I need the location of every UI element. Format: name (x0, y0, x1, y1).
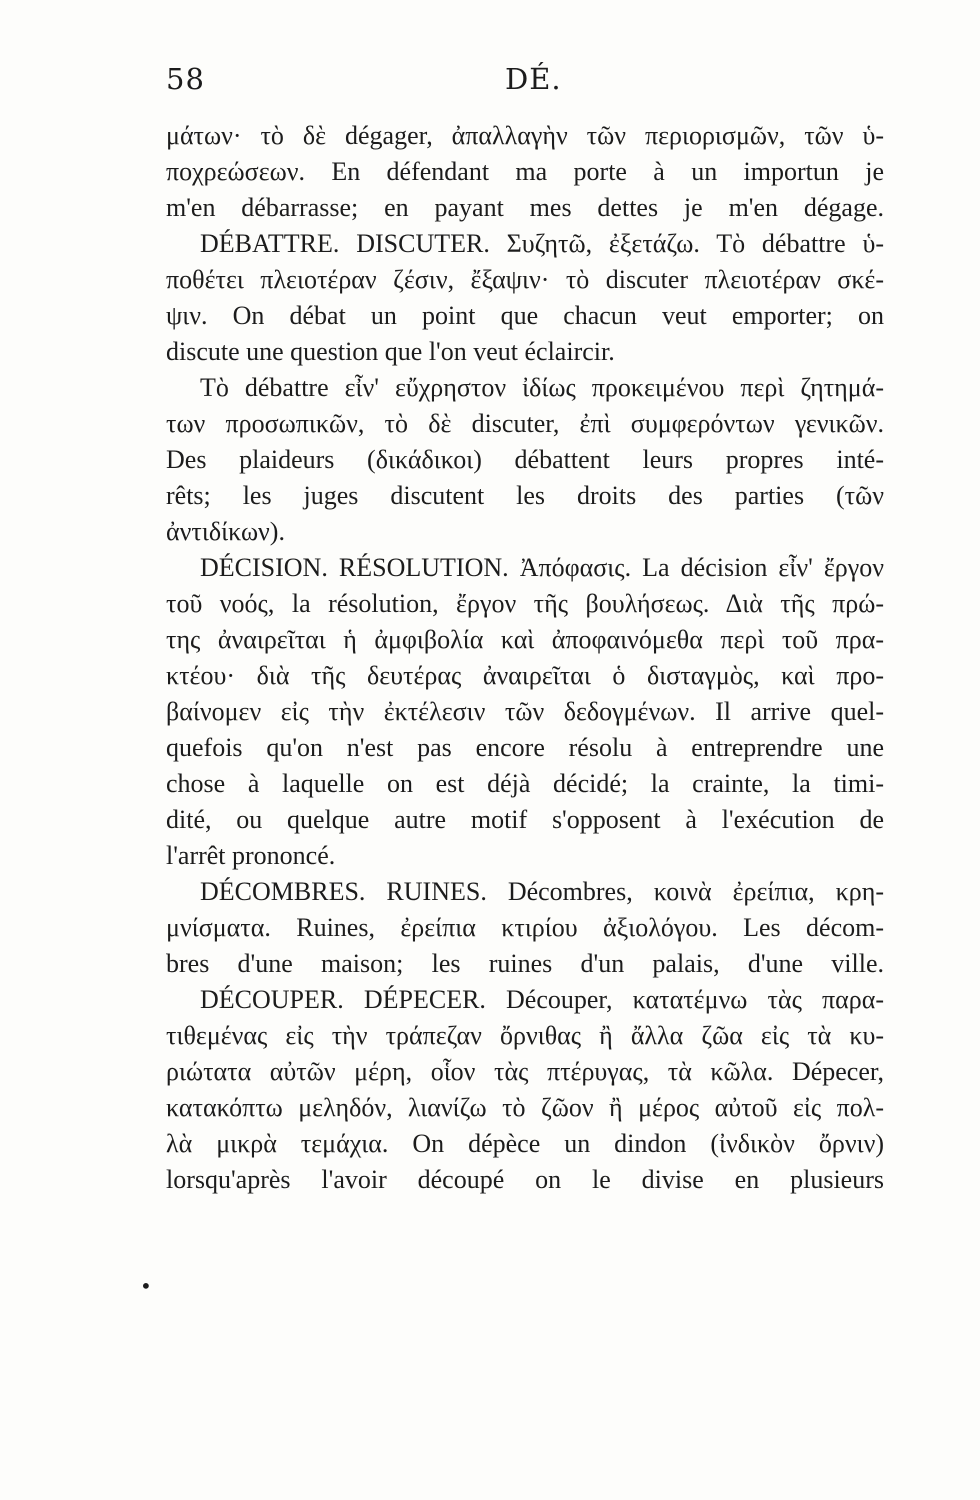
page-number: 58 (166, 62, 205, 96)
text-line: chose à laquelle on est déjà décidé; la crainte, la timi- (166, 769, 884, 798)
text-line: bres d'une maison; les ruines d'un palais, d'une ville. (166, 949, 884, 978)
text-line: quefois qu'on n'est pas encore résolu à entreprendre une (166, 733, 884, 762)
text-line: των προσωπικῶν, τὸ δὲ discuter, ἐπὶ συμφερόντων γενικῶν. (166, 409, 884, 438)
text-line: l'arrêt prononcé. (166, 841, 336, 870)
body-text (166, 118, 884, 1198)
text-line: ψιν. On débat un point que chacun veut emporter; on (166, 301, 884, 330)
entry-decouper: DÉCOUPER. DÉPECER. Découper, κατατέμνω τὰς παρα- (200, 985, 884, 1014)
text-line: ποθέτει πλειοτέραν ζέσιν, ἔξαψιν· τὸ discuter πλειοτέραν σκέ- (166, 265, 884, 294)
text-line: τοῦ νοός, la résolution, ἔργον τῆς βουλήσεως. Διὰ τῆς πρώ- (166, 589, 884, 618)
margin-mark: • (140, 1274, 152, 1298)
text-line: m'en débarrasse; en payant mes dettes je m'en dégage. (166, 193, 884, 222)
text-line: κτέου· διὰ τῆς δευτέρας ἀναιρεῖται ὁ δισταγμὸς, καὶ προ- (166, 661, 884, 690)
text-line: Des plaideurs (δικάδικοι) débattent leurs propres inté- (166, 445, 884, 474)
text-line: μνίσματα. Ruines, ἐρείπια κτιρίου ἀξιολόγου. Les décom- (166, 913, 884, 942)
text-line: μάτων· τὸ δὲ dégager, ἀπαλλαγὴν τῶν περιορισμῶν, τῶν ὑ- (166, 121, 884, 150)
text-line: βαίνομεν εἰς τὴν ἐκτέλεσιν τῶν δεδογμένων. Il arrive quel- (166, 697, 884, 726)
text-line: ριώτατα αὐτῶν μέρη, οἷον τὰς πτέρυγας, τὰ κῶλα. Dépecer, (166, 1057, 884, 1086)
text-line: της ἀναιρεῖται ἡ ἀμφιβολία καὶ ἀποφαινόμεθα περὶ τοῦ πρα- (166, 625, 884, 654)
text-line: discute une question que l'on veut éclaircir. (166, 337, 615, 366)
text-line: κατακόπτω μεληδόν, λιανίζω τὸ ζῶον ἢ μέρος αὐτοῦ εἰς πολ- (166, 1093, 884, 1122)
page-header (0, 62, 980, 102)
text-line: ποχρεώσεων. En défendant ma porte à un importun je (166, 157, 884, 186)
text-line: rêts; les juges discutent les droits des parties (τῶν (166, 481, 884, 510)
text-line: λὰ μικρὰ τεμάχια. On dépèce un dindon (ἰνδικὸν ὄρνιν) (166, 1129, 884, 1158)
text-line: τιθεμένας εἰς τὴν τράπεζαν ὄρνιθας ἢ ἄλλα ζῶα εἰς τὰ κυ- (166, 1021, 884, 1050)
text-line: ἀντιδίκων). (166, 517, 285, 546)
entry-debattre: DÉBATTRE. DISCUTER. Συζητῶ, ἐξετάζω. Τὸ débattre ὑ- (200, 229, 884, 258)
entry-decision: DÉCISION. RÉSOLUTION. Ἀπόφασις. La décision εἶν' ἔργον (200, 553, 884, 582)
text-line: Τὸ débattre εἶν' εὔχρηστον ἰδίως προκειμένου περὶ ζητημά- (200, 373, 884, 402)
text-line: lorsqu'après l'avoir découpé on le divise en plusieurs (166, 1165, 884, 1194)
entry-decombres: DÉCOMBRES. RUINES. Décombres, κοινὰ ἐρείπια, κρη- (200, 877, 884, 906)
text-line: dité, ou quelque autre motif s'opposent à l'exécution de (166, 805, 884, 834)
running-head: DÉ. (505, 62, 562, 96)
